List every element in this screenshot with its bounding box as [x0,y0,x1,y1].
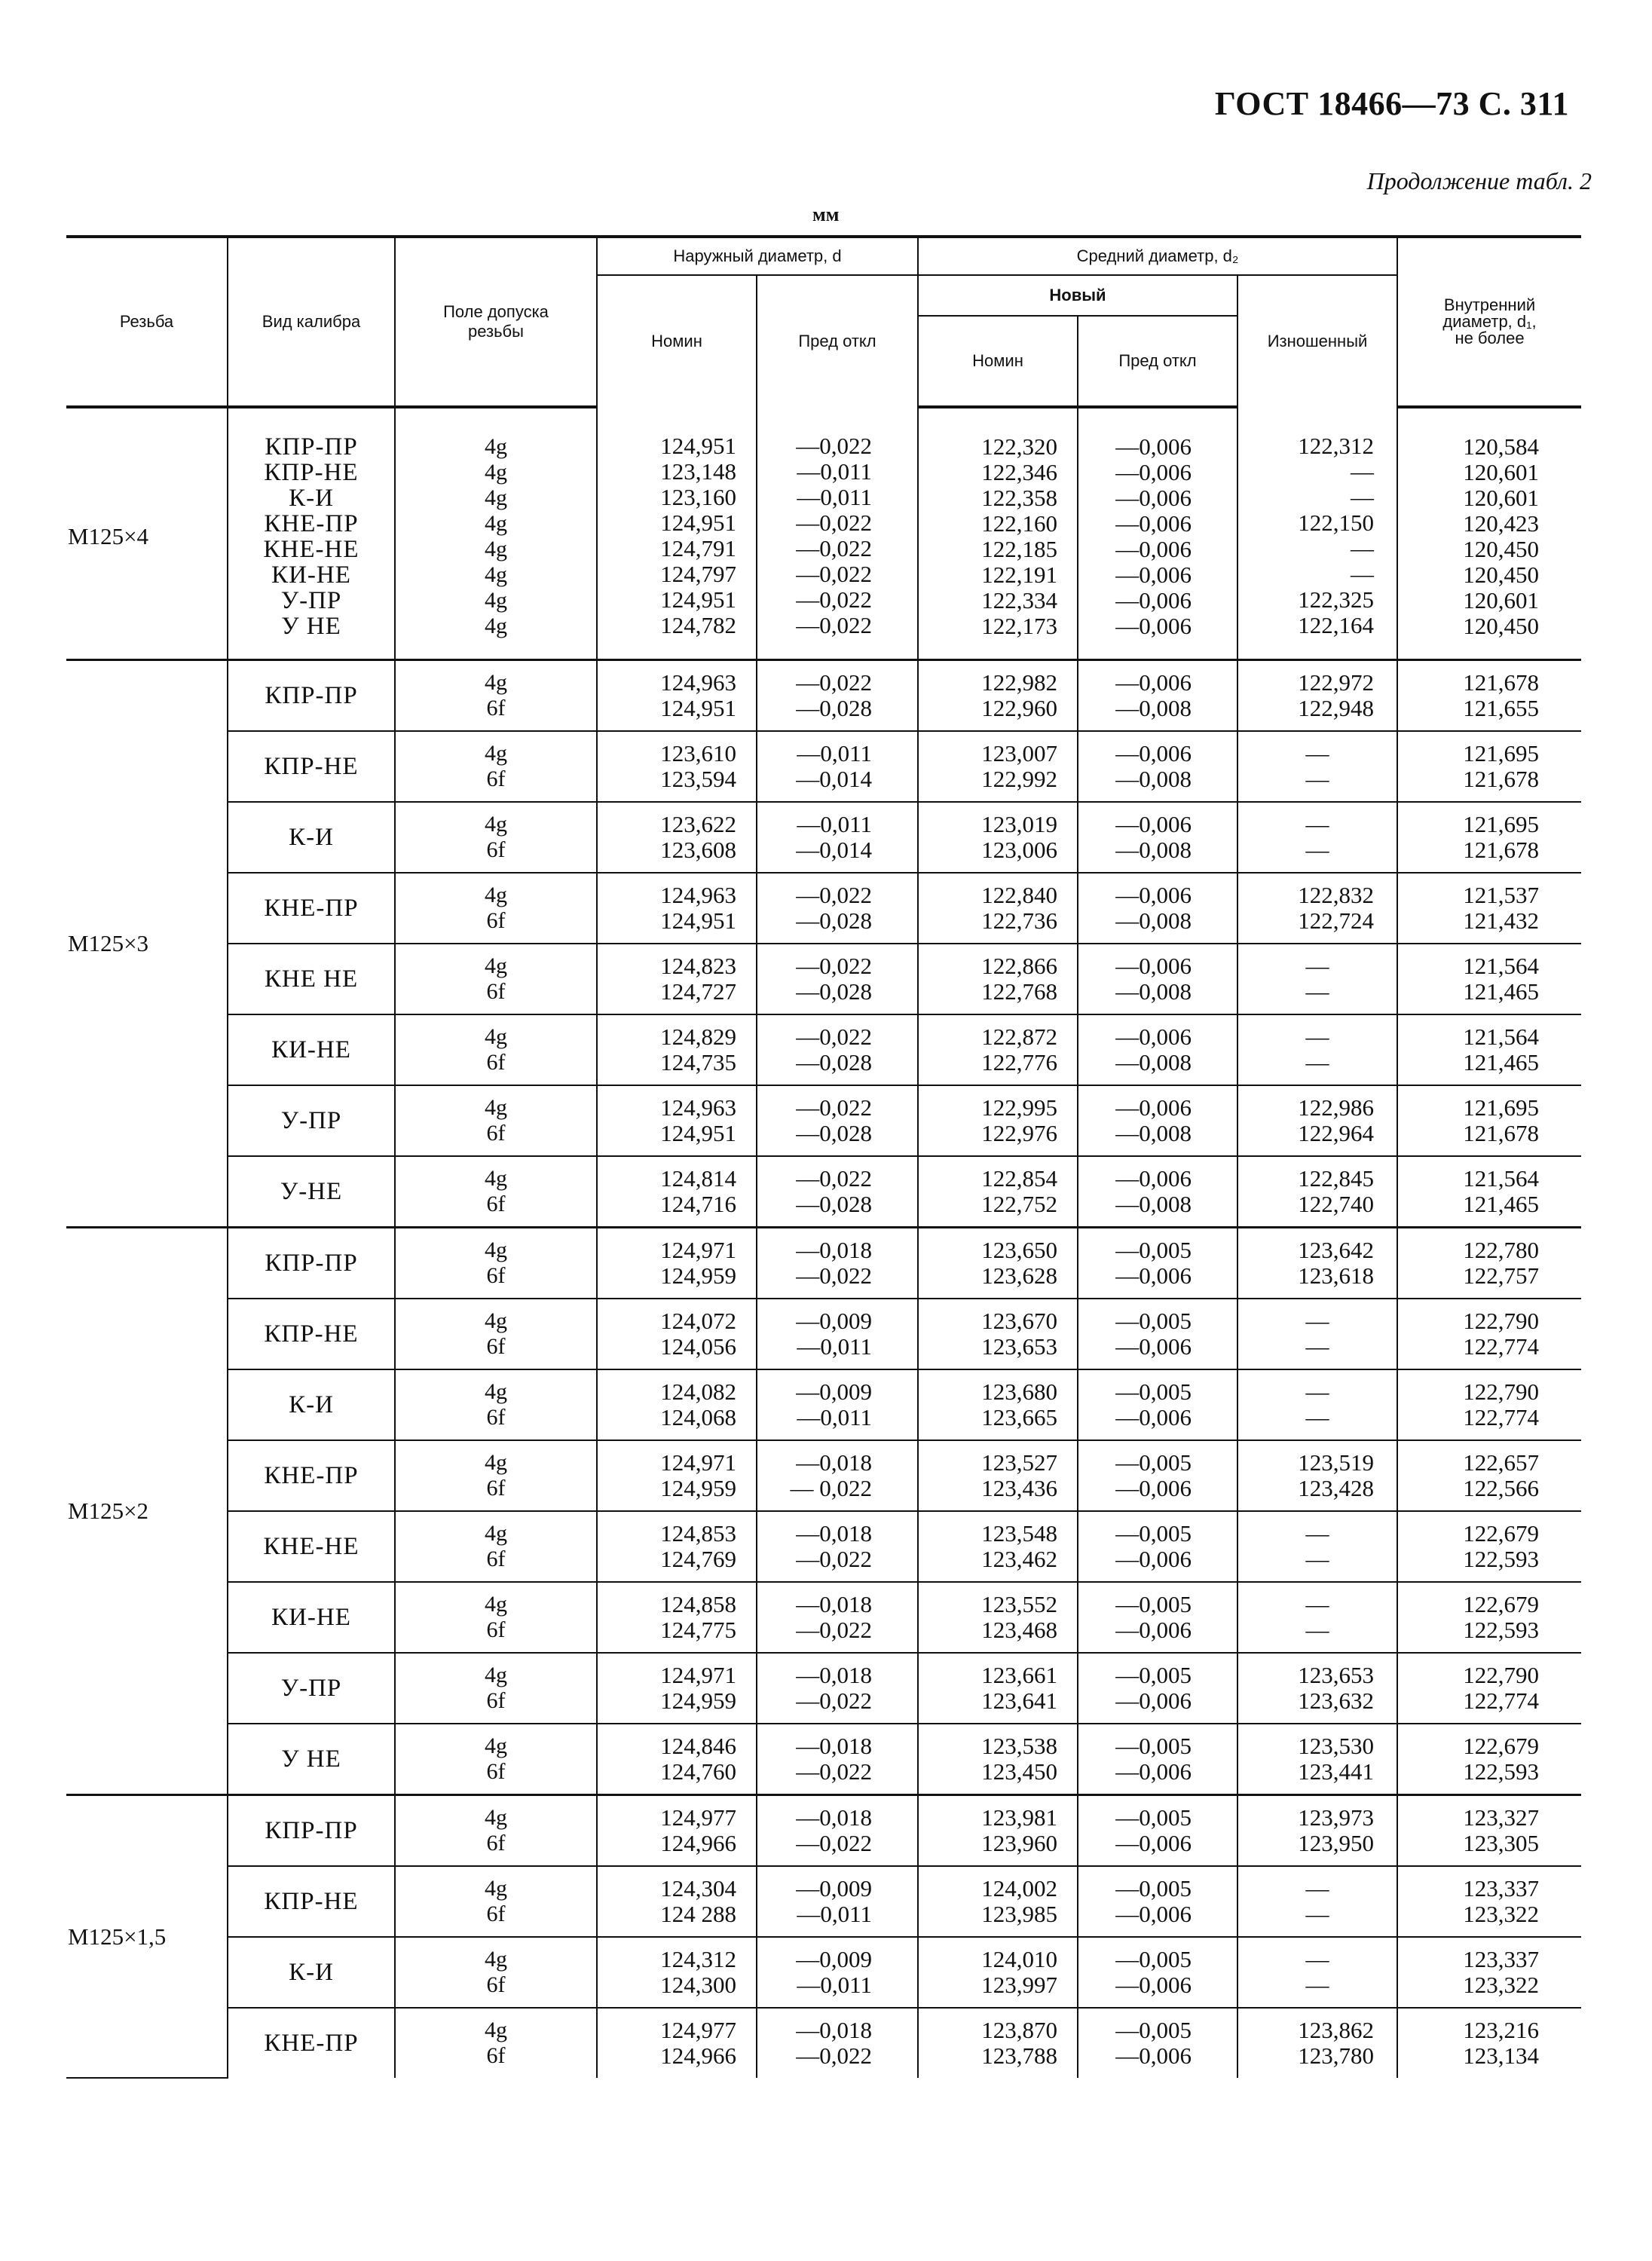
worn-cell: — — [1237,944,1397,1014]
tolerance-cell: 4g 6f [395,1156,597,1228]
outer-deviation-cell: —0,011 —0,014 [757,731,918,802]
pitch-nominal-cell: 122,854 122,752 [918,1156,1078,1228]
pitch-deviation-cell: —0,005 —0,006 [1078,2008,1237,2078]
tolerance-cell: 4g 6f [395,1937,597,2008]
pitch-deviation-cell: —0,005 —0,006 [1078,1795,1237,1867]
worn-cell: 122,845 122,740 [1237,1156,1397,1228]
outer-deviation-cell: —0,022 —0,011 —0,011 —0,022 —0,022 —0,022 —0,022 —0,022 [757,407,918,660]
outer-nominal-cell: 124,304 124 288 [597,1866,757,1937]
worn-cell: — — [1237,1582,1397,1653]
worn-cell: 122,986 122,964 [1237,1085,1397,1156]
table-row [66,1795,1581,1867]
table-row [66,1582,1581,1653]
table-row [66,407,1581,660]
table-row [66,2008,1581,2078]
tolerance-cell: 4g 6f [395,1299,597,1369]
outer-deviation-cell: —0,022 —0,028 [757,944,918,1014]
inner-diameter-cell: 121,695 121,678 [1397,1085,1581,1156]
outer-deviation-cell: —0,009 —0,011 [757,1937,918,2008]
pitch-deviation-cell: —0,006 —0,008 [1078,1014,1237,1085]
inner-diameter-cell: 122,679 122,593 [1397,1582,1581,1653]
pitch-nominal-cell: 123,552 123,468 [918,1582,1078,1653]
pitch-deviation-cell: —0,005 —0,006 [1078,1511,1237,1582]
gauge-type-cell: У-ПР [228,1085,395,1156]
tolerance-cell: 4g 6f [395,1724,597,1795]
inner-diameter-cell: 121,695 121,678 [1397,731,1581,802]
outer-nominal-cell: 123,610 123,594 [597,731,757,802]
header-pitch-deviation: Пред откл [1078,316,1237,407]
inner-diameter-cell: 121,564 121,465 [1397,1014,1581,1085]
worn-cell: — — [1237,802,1397,873]
inner-diameter-cell: 122,790 122,774 [1397,1369,1581,1440]
inner-diameter-cell: 122,657 122,566 [1397,1440,1581,1511]
pitch-nominal-cell: 122,872 122,776 [918,1014,1078,1085]
pitch-deviation-cell: —0,006 —0,008 [1078,944,1237,1014]
pitch-nominal-cell: 123,650 123,628 [918,1228,1078,1299]
pitch-deviation-cell: —0,005 —0,006 [1078,1369,1237,1440]
outer-deviation-cell: —0,022 —0,028 [757,1014,918,1085]
thread-designation: M125×4 [68,523,149,549]
gauge-type-cell: КНЕ-ПР [228,873,395,944]
table-row [66,1724,1581,1795]
tolerance-cell: 4g 6f [395,1228,597,1299]
tolerance-cell: 4g 6f [395,1795,597,1867]
table-row [66,731,1581,802]
table-row [66,873,1581,944]
outer-nominal-cell: 124,963 124,951 [597,660,757,732]
pitch-deviation-cell: —0,005 —0,006 [1078,1653,1237,1724]
outer-deviation-cell: —0,022 —0,028 [757,1085,918,1156]
tolerance-cell: 4g 6f [395,1014,597,1085]
outer-nominal-cell: 124,977 124,966 [597,2008,757,2078]
header-gauge-type: Вид калибра [228,237,395,407]
gauge-type-cell: КИ-НЕ [228,1014,395,1085]
thread-designation: M125×1,5 [66,1795,228,2079]
pitch-nominal-cell: 122,866 122,768 [918,944,1078,1014]
header-new: Новый [918,275,1237,316]
inner-diameter-cell: 123,337 123,322 [1397,1937,1581,2008]
pitch-deviation-cell: —0,005 —0,006 [1078,1299,1237,1369]
inner-diameter-cell: 123,337 123,322 [1397,1866,1581,1937]
thread-designation: M125×2 [66,1228,228,1795]
pitch-deviation-cell: —0,006 —0,008 [1078,731,1237,802]
outer-nominal-cell: 124,072 124,056 [597,1299,757,1369]
outer-deviation-cell: —0,022 —0,028 [757,873,918,944]
tolerance-cell: 4g 6f [395,873,597,944]
inner-diameter-cell: 120,584 120,601 120,601 120,423 120,450 120,450 120,601 120,450 [1397,407,1581,660]
tolerance-cell: 4g 6f [395,2008,597,2078]
pitch-deviation-cell: —0,005 —0,006 [1078,1228,1237,1299]
table-row [66,1085,1581,1156]
pitch-nominal-cell: 123,981 123,960 [918,1795,1078,1867]
gauge-type-cell: КНЕ-ПР [228,1440,395,1511]
gauge-type-cell: КИ-НЕ [228,1582,395,1653]
table-row [66,1369,1581,1440]
gauge-type-cell: У-ПР [228,1653,395,1724]
outer-deviation-cell: —0,018 —0,022 [757,1724,918,1795]
outer-deviation-cell: —0,011 —0,014 [757,802,918,873]
pitch-nominal-cell: 123,527 123,436 [918,1440,1078,1511]
pitch-nominal-cell: 124,010 123,997 [918,1937,1078,2008]
pitch-nominal-cell: 123,670 123,653 [918,1299,1078,1369]
tolerance-cell: 4g 6f [395,731,597,802]
outer-deviation-cell: —0,018 —0,022 [757,1653,918,1724]
gauge-type-cell: КНЕ-НЕ [228,1511,395,1582]
tolerance-cell: 4g 6f [395,944,597,1014]
worn-cell: — — [1237,731,1397,802]
gauge-type-cell: КПР-НЕ [228,731,395,802]
worn-cell: — — [1237,1299,1397,1369]
pitch-deviation-cell: —0,006 —0,008 [1078,660,1237,732]
worn-cell: 123,519 123,428 [1237,1440,1397,1511]
gauge-type-cell: КПР-ПР КПР-НЕ К-И КНЕ-ПР КНЕ-НЕ КИ-НЕ У-ПР У НЕ [228,407,395,660]
inner-diameter-cell: 123,327 123,305 [1397,1795,1581,1867]
tolerance-cell: 4g 6f [395,1085,597,1156]
outer-deviation-cell: —0,022 —0,028 [757,1156,918,1228]
header-outer-deviation: Пред откл [757,275,918,407]
tolerance-cell: 4g 6f [395,1866,597,1937]
thread-designation: M125×3 [66,660,228,1228]
worn-cell: 123,653 123,632 [1237,1653,1397,1724]
outer-nominal-cell: 124,823 124,727 [597,944,757,1014]
header-outer-nominal: Номин [597,275,757,407]
tolerance-cell: 4g 6f [395,1511,597,1582]
inner-diameter-cell: 122,679 122,593 [1397,1511,1581,1582]
table-row [66,1866,1581,1937]
pitch-nominal-cell: 123,007 122,992 [918,731,1078,802]
gauge-type-cell: КПР-НЕ [228,1299,395,1369]
units-label: мм [812,203,840,225]
outer-nominal-cell: 123,622 123,608 [597,802,757,873]
gauge-type-cell: КПР-ПР [228,1228,395,1299]
table-row [66,1653,1581,1724]
outer-nominal-cell: 124,963 124,951 [597,1085,757,1156]
outer-deviation-cell: —0,018 — 0,022 [757,1440,918,1511]
pitch-deviation-cell: —0,005 —0,006 [1078,1440,1237,1511]
pitch-nominal-cell: 123,870 123,788 [918,2008,1078,2078]
outer-deviation-cell: —0,009 —0,011 [757,1299,918,1369]
outer-deviation-cell: —0,018 —0,022 [757,1228,918,1299]
header-worn: Изношенный [1237,275,1397,407]
worn-cell: — — [1237,1014,1397,1085]
outer-nominal-cell: 124,853 124,769 [597,1511,757,1582]
pitch-nominal-cell: 123,661 123,641 [918,1653,1078,1724]
outer-deviation-cell: —0,018 —0,022 [757,1511,918,1582]
table-row [66,944,1581,1014]
pitch-nominal-cell: 123,538 123,450 [918,1724,1078,1795]
pitch-nominal-cell: 122,982 122,960 [918,660,1078,732]
outer-nominal-cell: 124,082 124,068 [597,1369,757,1440]
header-thread: Резьба [66,237,228,407]
pitch-nominal-cell: 123,680 123,665 [918,1369,1078,1440]
outer-deviation-cell: —0,022 —0,028 [757,660,918,732]
tolerance-cell: 4g 6f [395,1582,597,1653]
header-tolerance-field: Поле допуска резьбы [395,237,597,407]
gauge-type-cell: КПР-ПР [228,660,395,732]
inner-diameter-cell: 122,679 122,593 [1397,1724,1581,1795]
pitch-deviation-cell: —0,006 —0,006 —0,006 —0,006 —0,006 —0,006 —0,006 —0,006 [1078,407,1237,660]
outer-nominal-cell: 124,963 124,951 [597,873,757,944]
table-row [66,660,1581,732]
outer-nominal-cell: 124,829 124,735 [597,1014,757,1085]
tolerance-cell: 4g 6f [395,802,597,873]
inner-diameter-cell: 121,537 121,432 [1397,873,1581,944]
gauge-type-cell: КПР-ПР [228,1795,395,1867]
page-title: ГОСТ 18466—73 С. 311 [1214,85,1569,122]
table-row [66,1156,1581,1228]
worn-cell: — — [1237,1866,1397,1937]
pitch-deviation-cell: —0,005 —0,006 [1078,1866,1237,1937]
header-pitch-nominal: Номин [918,316,1078,407]
pitch-nominal-cell: 123,019 123,006 [918,802,1078,873]
outer-nominal-cell: 124,846 124,760 [597,1724,757,1795]
pitch-deviation-cell: —0,006 —0,008 [1078,802,1237,873]
worn-cell: 123,862 123,780 [1237,2008,1397,2078]
table-row [66,1511,1581,1582]
worn-cell: 123,973 123,950 [1237,1795,1397,1867]
gauge-type-cell: У-НЕ [228,1156,395,1228]
worn-cell: — — [1237,1511,1397,1582]
gauge-type-cell: У НЕ [228,1724,395,1795]
tolerance-cell: 4g 6f [395,1653,597,1724]
worn-cell: 122,832 122,724 [1237,873,1397,944]
table-row [66,1228,1581,1299]
inner-diameter-cell: 123,216 123,134 [1397,2008,1581,2078]
worn-cell: 123,530 123,441 [1237,1724,1397,1795]
worn-cell: 122,972 122,948 [1237,660,1397,732]
pitch-nominal-cell: 122,995 122,976 [918,1085,1078,1156]
outer-nominal-cell: 124,971 124,959 [597,1228,757,1299]
pitch-nominal-cell: 122,320 122,346 122,358 122,160 122,185 122,191 122,334 122,173 [918,407,1078,660]
table-row [66,1014,1581,1085]
thread-gauge-table [66,235,1581,2079]
outer-nominal-cell: 124,971 124,959 [597,1653,757,1724]
header-outer-diameter: Наружный диаметр, d [597,237,918,275]
inner-diameter-cell: 121,678 121,655 [1397,660,1581,732]
inner-diameter-cell: 122,780 122,757 [1397,1228,1581,1299]
worn-cell: 123,642 123,618 [1237,1228,1397,1299]
table-row [66,1937,1581,2008]
inner-diameter-cell: 121,695 121,678 [1397,802,1581,873]
tolerance-cell: 4g 6f [395,660,597,732]
pitch-deviation-cell: —0,005 —0,006 [1078,1937,1237,2008]
pitch-deviation-cell: —0,006 —0,008 [1078,1085,1237,1156]
outer-deviation-cell: —0,018 —0,022 [757,2008,918,2078]
pitch-nominal-cell: 122,840 122,736 [918,873,1078,944]
outer-deviation-cell: —0,018 —0,022 [757,1795,918,1867]
outer-nominal-cell: 124,858 124,775 [597,1582,757,1653]
outer-nominal-cell: 124,977 124,966 [597,1795,757,1867]
tolerance-cell: 4g 6f [395,1369,597,1440]
table-row [66,1440,1581,1511]
tolerance-cell: 4g 4g 4g 4g 4g 4g 4g 4g [395,407,597,660]
gauge-type-cell: КПР-НЕ [228,1866,395,1937]
worn-cell: — — [1237,1369,1397,1440]
inner-diameter-cell: 121,564 121,465 [1397,1156,1581,1228]
inner-diameter-cell: 122,790 122,774 [1397,1653,1581,1724]
gauge-type-cell: К-И [228,1369,395,1440]
pitch-nominal-cell: 123,548 123,462 [918,1511,1078,1582]
outer-nominal-cell: 124,951 123,148 123,160 124,951 124,791 124,797 124,951 124,782 [597,407,757,660]
gauge-type-cell: К-И [228,1937,395,2008]
table-row [66,1299,1581,1369]
gauge-type-cell: К-И [228,802,395,873]
outer-deviation-cell: —0,009 —0,011 [757,1369,918,1440]
tolerance-cell: 4g 6f [395,1440,597,1511]
worn-cell: — — [1237,1937,1397,2008]
pitch-deviation-cell: —0,005 —0,006 [1078,1724,1237,1795]
header-inner-diameter: Внутренний диаметр, d₁, не более [1397,237,1581,407]
table-row [66,802,1581,873]
outer-deviation-cell: —0,018 —0,022 [757,1582,918,1653]
pitch-deviation-cell: —0,006 —0,008 [1078,873,1237,944]
pitch-nominal-cell: 124,002 123,985 [918,1866,1078,1937]
inner-diameter-cell: 122,790 122,774 [1397,1299,1581,1369]
gauge-type-cell: КНЕ-ПР [228,2008,395,2078]
gauge-type-cell: КНЕ НЕ [228,944,395,1014]
worn-cell: 122,312 — — 122,150 — — 122,325 122,164 [1237,407,1397,660]
inner-diameter-cell: 121,564 121,465 [1397,944,1581,1014]
pitch-deviation-cell: —0,006 —0,008 [1078,1156,1237,1228]
outer-nominal-cell: 124,971 124,959 [597,1440,757,1511]
outer-nominal-cell: 124,312 124,300 [597,1937,757,2008]
outer-nominal-cell: 124,814 124,716 [597,1156,757,1228]
table-continuation-note: Продолжение табл. 2 [1366,167,1592,194]
outer-deviation-cell: —0,009 —0,011 [757,1866,918,1937]
header-pitch-diameter: Средний диаметр, d₂ [918,237,1397,275]
pitch-deviation-cell: —0,005 —0,006 [1078,1582,1237,1653]
